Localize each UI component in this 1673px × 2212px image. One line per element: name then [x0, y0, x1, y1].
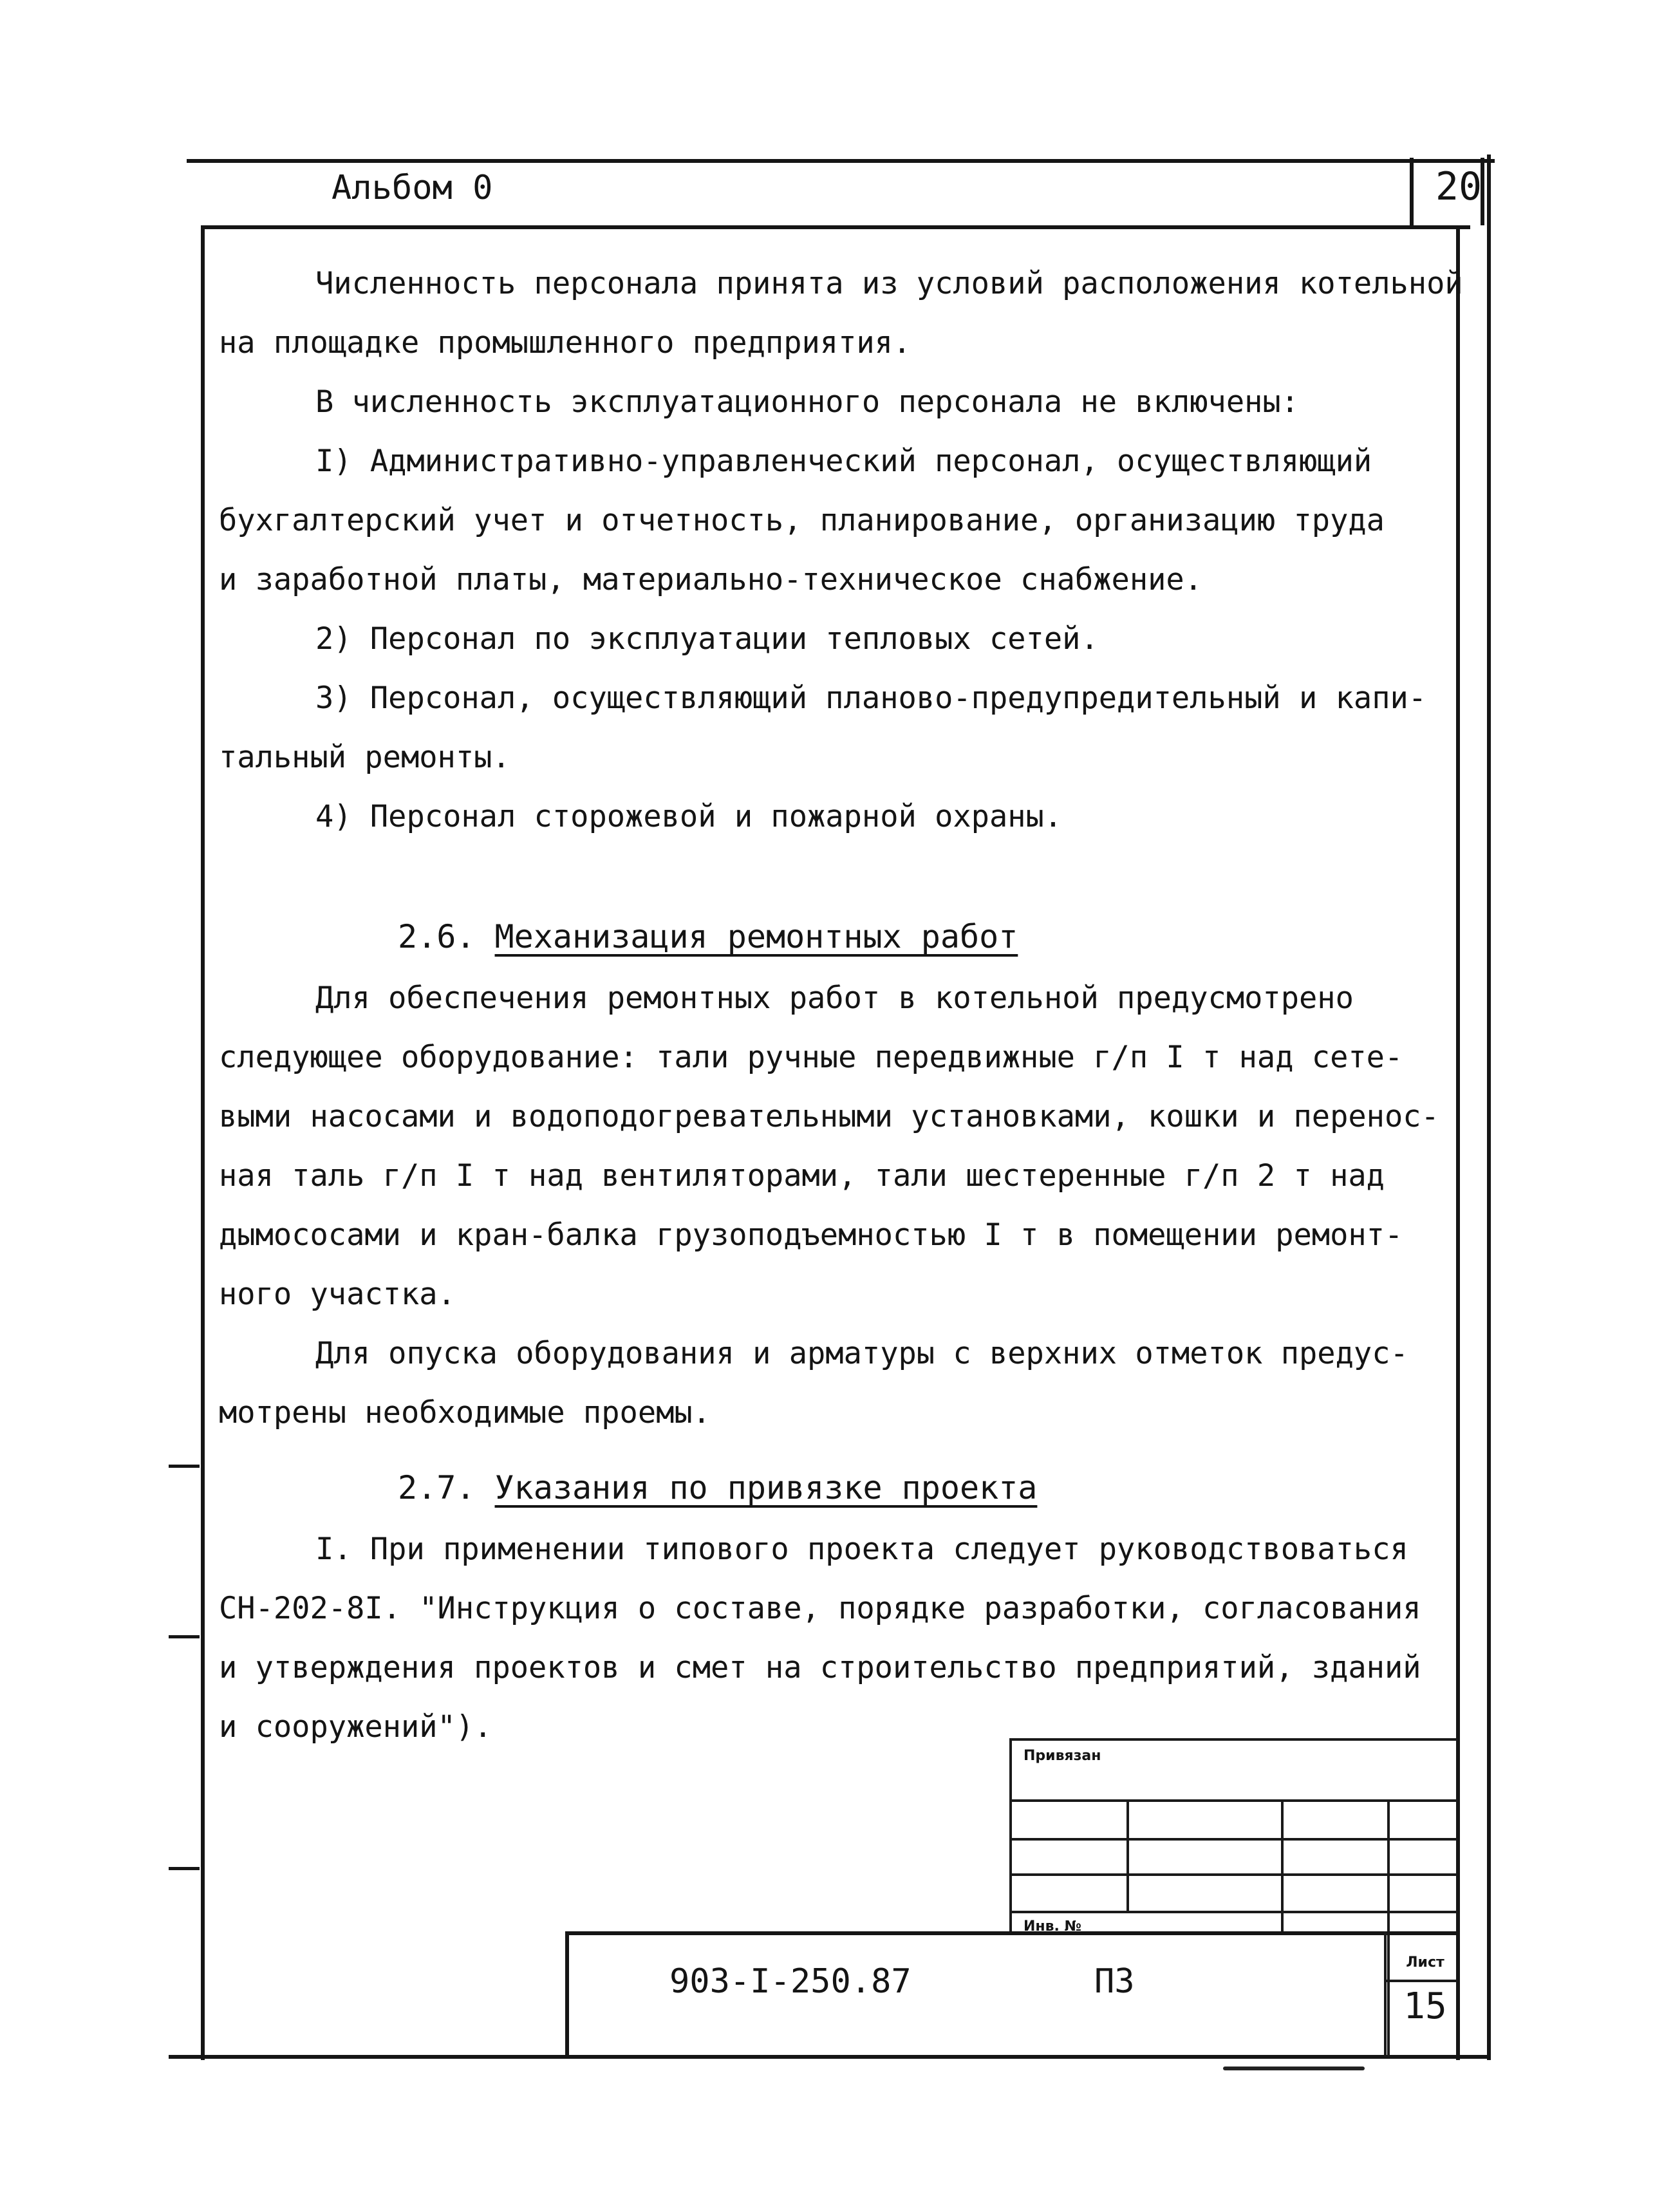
- sheet-box-left: [1410, 158, 1414, 225]
- bottom-smudge: [1223, 2067, 1365, 2070]
- binding-tick-1: [169, 1465, 200, 1468]
- paragraph-line: В численность эксплуатационного персонала не включены:: [315, 384, 1300, 420]
- paragraph-line: следующее оборудование: тали ручные передвижные г/п I т над сете-: [219, 1040, 1403, 1075]
- sheet-label: Лист: [1406, 1954, 1444, 1971]
- paragraph-line: Для опуска оборудования и арматуры с верхних отметок предус-: [315, 1336, 1408, 1371]
- frame-top: [201, 225, 1470, 229]
- paragraph-line: I. При применении типового проекта следует руководствоваться: [315, 1532, 1408, 1567]
- page-sheet-number: 20: [1435, 164, 1482, 209]
- section-number: 2.7.: [398, 1469, 476, 1506]
- list-item-4: 4) Персонал сторожевой и пожарной охраны.: [315, 799, 1063, 834]
- paragraph-line: Численность персонала принята из условий расположения котельной: [315, 266, 1463, 301]
- document-code: 903-I-250.87: [669, 1962, 911, 2001]
- paragraph-line: и утверждения проектов и смет на строительство предприятий, зданий: [219, 1650, 1421, 1685]
- stamp-rule: [565, 1931, 1457, 1935]
- frame-left: [201, 225, 205, 2060]
- body-text: [219, 254, 1461, 1757]
- stamp-rule: [1384, 1980, 1457, 1982]
- paragraph-line: мотрены необходимые проемы.: [219, 1395, 711, 1430]
- section-heading-2-6: [219, 904, 1461, 969]
- stamp-rule: [1384, 1931, 1387, 2057]
- outer-right-edge: [1487, 155, 1491, 2060]
- paragraph-line: Для обеспечения ремонтных работ в котельной предусмотрено: [315, 980, 1354, 1016]
- paragraph-line: бухгалтерский учет и отчетность, планирование, организацию труда: [219, 503, 1385, 538]
- stamp-rule: [1281, 1799, 1284, 1931]
- paragraph-line: на площадке промышленного предприятия.: [219, 325, 911, 361]
- list-item-2: 2) Персонал по эксплуатации тепловых сетей.: [315, 621, 1099, 657]
- paragraph-line: ная таль г/п I т над вентиляторами, тали шестеренные г/п 2 т над: [219, 1158, 1385, 1194]
- stamp-rule: [1387, 1799, 1390, 2057]
- album-label: Альбом 0: [332, 169, 493, 207]
- stamp-rule: [565, 1931, 569, 2057]
- stamp-rule: [1009, 1738, 1457, 1741]
- document-type: ПЗ: [1094, 1962, 1135, 2001]
- stamp-inv-no-label: Инв. №: [1023, 1918, 1082, 1935]
- stamp-rule: [1009, 1738, 1012, 1931]
- binding-tick-2: [169, 1635, 200, 1638]
- section-title: Указания по привязке проекта: [494, 1469, 1038, 1506]
- list-item-3: 3) Персонал, осуществляющий планово-предупредительный и капи-: [315, 680, 1427, 716]
- paragraph-line: и сооружений").: [219, 1709, 492, 1745]
- top-rule: [187, 159, 1495, 163]
- stamp-rule: [1009, 1838, 1457, 1841]
- stamp-rule: [1009, 1799, 1457, 1802]
- paragraph-line: тальный ремонты.: [219, 740, 510, 775]
- frame-bottom: [169, 2055, 1488, 2059]
- list-item-1: I) Административно-управленческий персонал, осуществляющий: [315, 444, 1372, 479]
- paragraph-line: выми насосами и водоподогревательными установками, кошки и перенос-: [219, 1099, 1439, 1134]
- binding-tick-3: [169, 1867, 200, 1870]
- stamp-rule: [1126, 1799, 1129, 1911]
- section-number: 2.6.: [398, 918, 476, 955]
- stamp-privyazan-label: Привязан: [1023, 1748, 1101, 1764]
- section-heading-2-7: [219, 1456, 1461, 1520]
- section-title: Механизация ремонтных работ: [494, 918, 1018, 955]
- paragraph-line: и заработной платы, материально-техническое снабжение.: [219, 562, 1203, 597]
- paragraph-line: СН-202-8I. "Инструкция о составе, порядке разработки, согласования: [219, 1591, 1421, 1626]
- stamp-rule: [1009, 1911, 1457, 1913]
- stamp-rule: [1009, 1873, 1457, 1876]
- paragraph-line: ного участка.: [219, 1277, 456, 1312]
- paragraph-line: дымососами и кран-балка грузоподъемностью I т в помещении ремонт-: [219, 1217, 1403, 1253]
- sheet-value: 15: [1403, 1985, 1447, 2027]
